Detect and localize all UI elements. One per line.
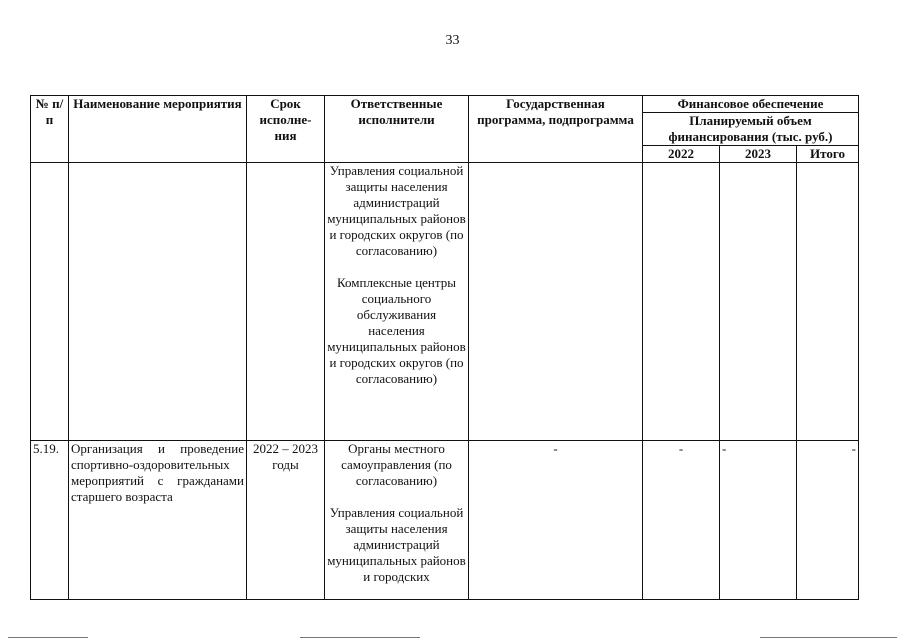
cell-num (31, 163, 69, 441)
cell-name: Организация и проведение спортивно-оздоровительных мероприятий с гражданами старшего возраста (69, 441, 247, 600)
cell-responsible (325, 163, 469, 441)
cell-2022: - (643, 441, 720, 600)
scan-edge-line (760, 637, 897, 638)
cell-term (247, 163, 325, 441)
table-row (31, 163, 859, 441)
table-header-row (31, 96, 859, 113)
scan-edge-line (8, 637, 88, 638)
cell-total (797, 163, 859, 441)
header-name: Наименование мероприятия (69, 96, 247, 163)
activities-table (30, 95, 859, 600)
header-term: Срок исполне-ния (247, 96, 325, 163)
cell-program (469, 163, 643, 441)
scan-edge-line (300, 637, 420, 638)
responsible-entry: Управления социальной защиты населения администраций муниципальных районов и городских (327, 505, 466, 584)
page-number: 33 (445, 33, 460, 48)
cell-program: - (469, 441, 643, 600)
cell-term: 2022 – 2023 годы (247, 441, 325, 600)
header-responsible: Ответственные исполнители (325, 96, 469, 163)
header-year-2022: 2022 (643, 146, 720, 163)
cell-2023: - (720, 441, 797, 600)
header-year-2023: 2023 (720, 146, 797, 163)
cell-name (69, 163, 247, 441)
header-program: Государственная программа, подпрограмма (469, 96, 643, 163)
responsible-entry: Управления социальной защиты населения администраций муниципальных районов и городских округов (по согласованию) (327, 163, 466, 258)
cell-2023 (720, 163, 797, 441)
responsible-entry: Органы местного самоуправления (по согласованию) (341, 441, 452, 488)
spacer (327, 259, 466, 275)
header-finance: Финансовое обеспечение (643, 96, 859, 113)
table-row (31, 441, 859, 600)
cell-responsible (325, 441, 469, 600)
header-num: № п/п (31, 96, 69, 163)
header-total: Итого (797, 146, 859, 163)
cell-2022 (643, 163, 720, 441)
responsible-entry: Комплексные центры социального обслуживания населения муниципальных районов и городских округов (по согласованию) (327, 275, 466, 386)
spacer (327, 489, 466, 505)
cell-total: - (797, 441, 859, 600)
header-planned: Планируемый объем финансирования (тыс. руб.) (643, 113, 859, 146)
cell-num: 5.19. (31, 441, 69, 600)
